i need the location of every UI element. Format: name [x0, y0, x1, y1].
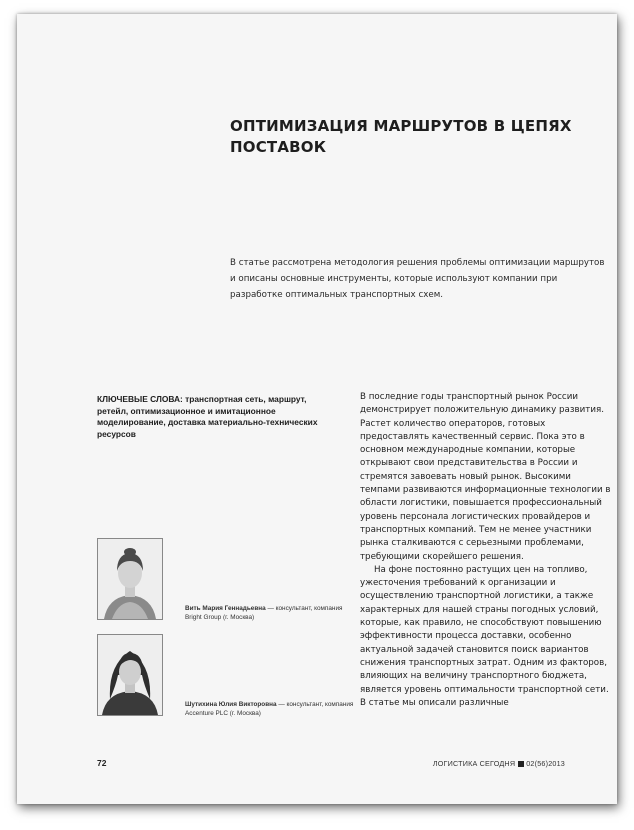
- journal-page: [17, 14, 617, 804]
- article-title: ОПТИМИЗАЦИЯ МАРШРУТОВ В ЦЕПЯХ ПОСТАВОК: [230, 117, 572, 156]
- author-photo: [97, 538, 163, 620]
- journal-name: ЛОГИСТИКА СЕГОДНЯ: [432, 759, 516, 768]
- paragraph: В последние годы транспортный рынок России демонстрирует положительную динамику развития. Растет количество операторов, готовых предоставлять качественный сервис. Пока это в основном международные компании, которые открывают свои представительства в России и стремятся завоевать новый рынок. Высокими темпами развиваются информационные технологии в области логистики, повышается профессиональный уровень персонала логистических провайдеров и транспортных компаний. Тем не менее участники рынка сталкиваются с серьезными проблемами, требующими скорейшего решения.: [360, 392, 611, 562]
- square-icon: [518, 761, 524, 767]
- article-body: [360, 391, 612, 710]
- article-abstract: В статье рассмотрена методология решения проблемы оптимизации маршрутов и описаны основные инструменты, которые используют компании при разработке оптимальных транспортных схем.: [230, 258, 605, 300]
- author-name: Вить Мария Геннадьевна: [185, 605, 266, 612]
- keywords: КЛЮЧЕВЫЕ СЛОВА: транспортная сеть, маршрут, ретейл, оптимизационное и имитационное моделирование, доставка материально-технических ресурсов: [97, 394, 318, 439]
- page-number: 72: [97, 758, 107, 768]
- paragraph: На фоне постоянно растущих цен на топливо, ужесточения требований к организации и осуществлению транспортной логистики, а также характерных для нашей страны погодных условий, которые, как правило, не способствуют повышению эффективности процесса доставки, особенно актуальной задачей становится поиск вариантов снижения транспортных затрат. Одним из факторов, влияющих на величину транспортного бюджета, является уровень оптимальности транспортной сети. В статье мы описали различные: [360, 564, 609, 708]
- journal-footer: [433, 759, 565, 768]
- author-caption: [185, 604, 355, 622]
- author-caption: [185, 700, 355, 718]
- author-role: — консультант, компания Bright Group (г. Москва): [185, 605, 343, 621]
- author-name: Шутихина Юлия Викторовна: [185, 701, 277, 708]
- author-role: — консультант, компания Accenture PLC (г. Москва): [185, 701, 354, 717]
- journal-issue: 02(56)2013: [526, 759, 565, 768]
- author-photo: [97, 634, 163, 716]
